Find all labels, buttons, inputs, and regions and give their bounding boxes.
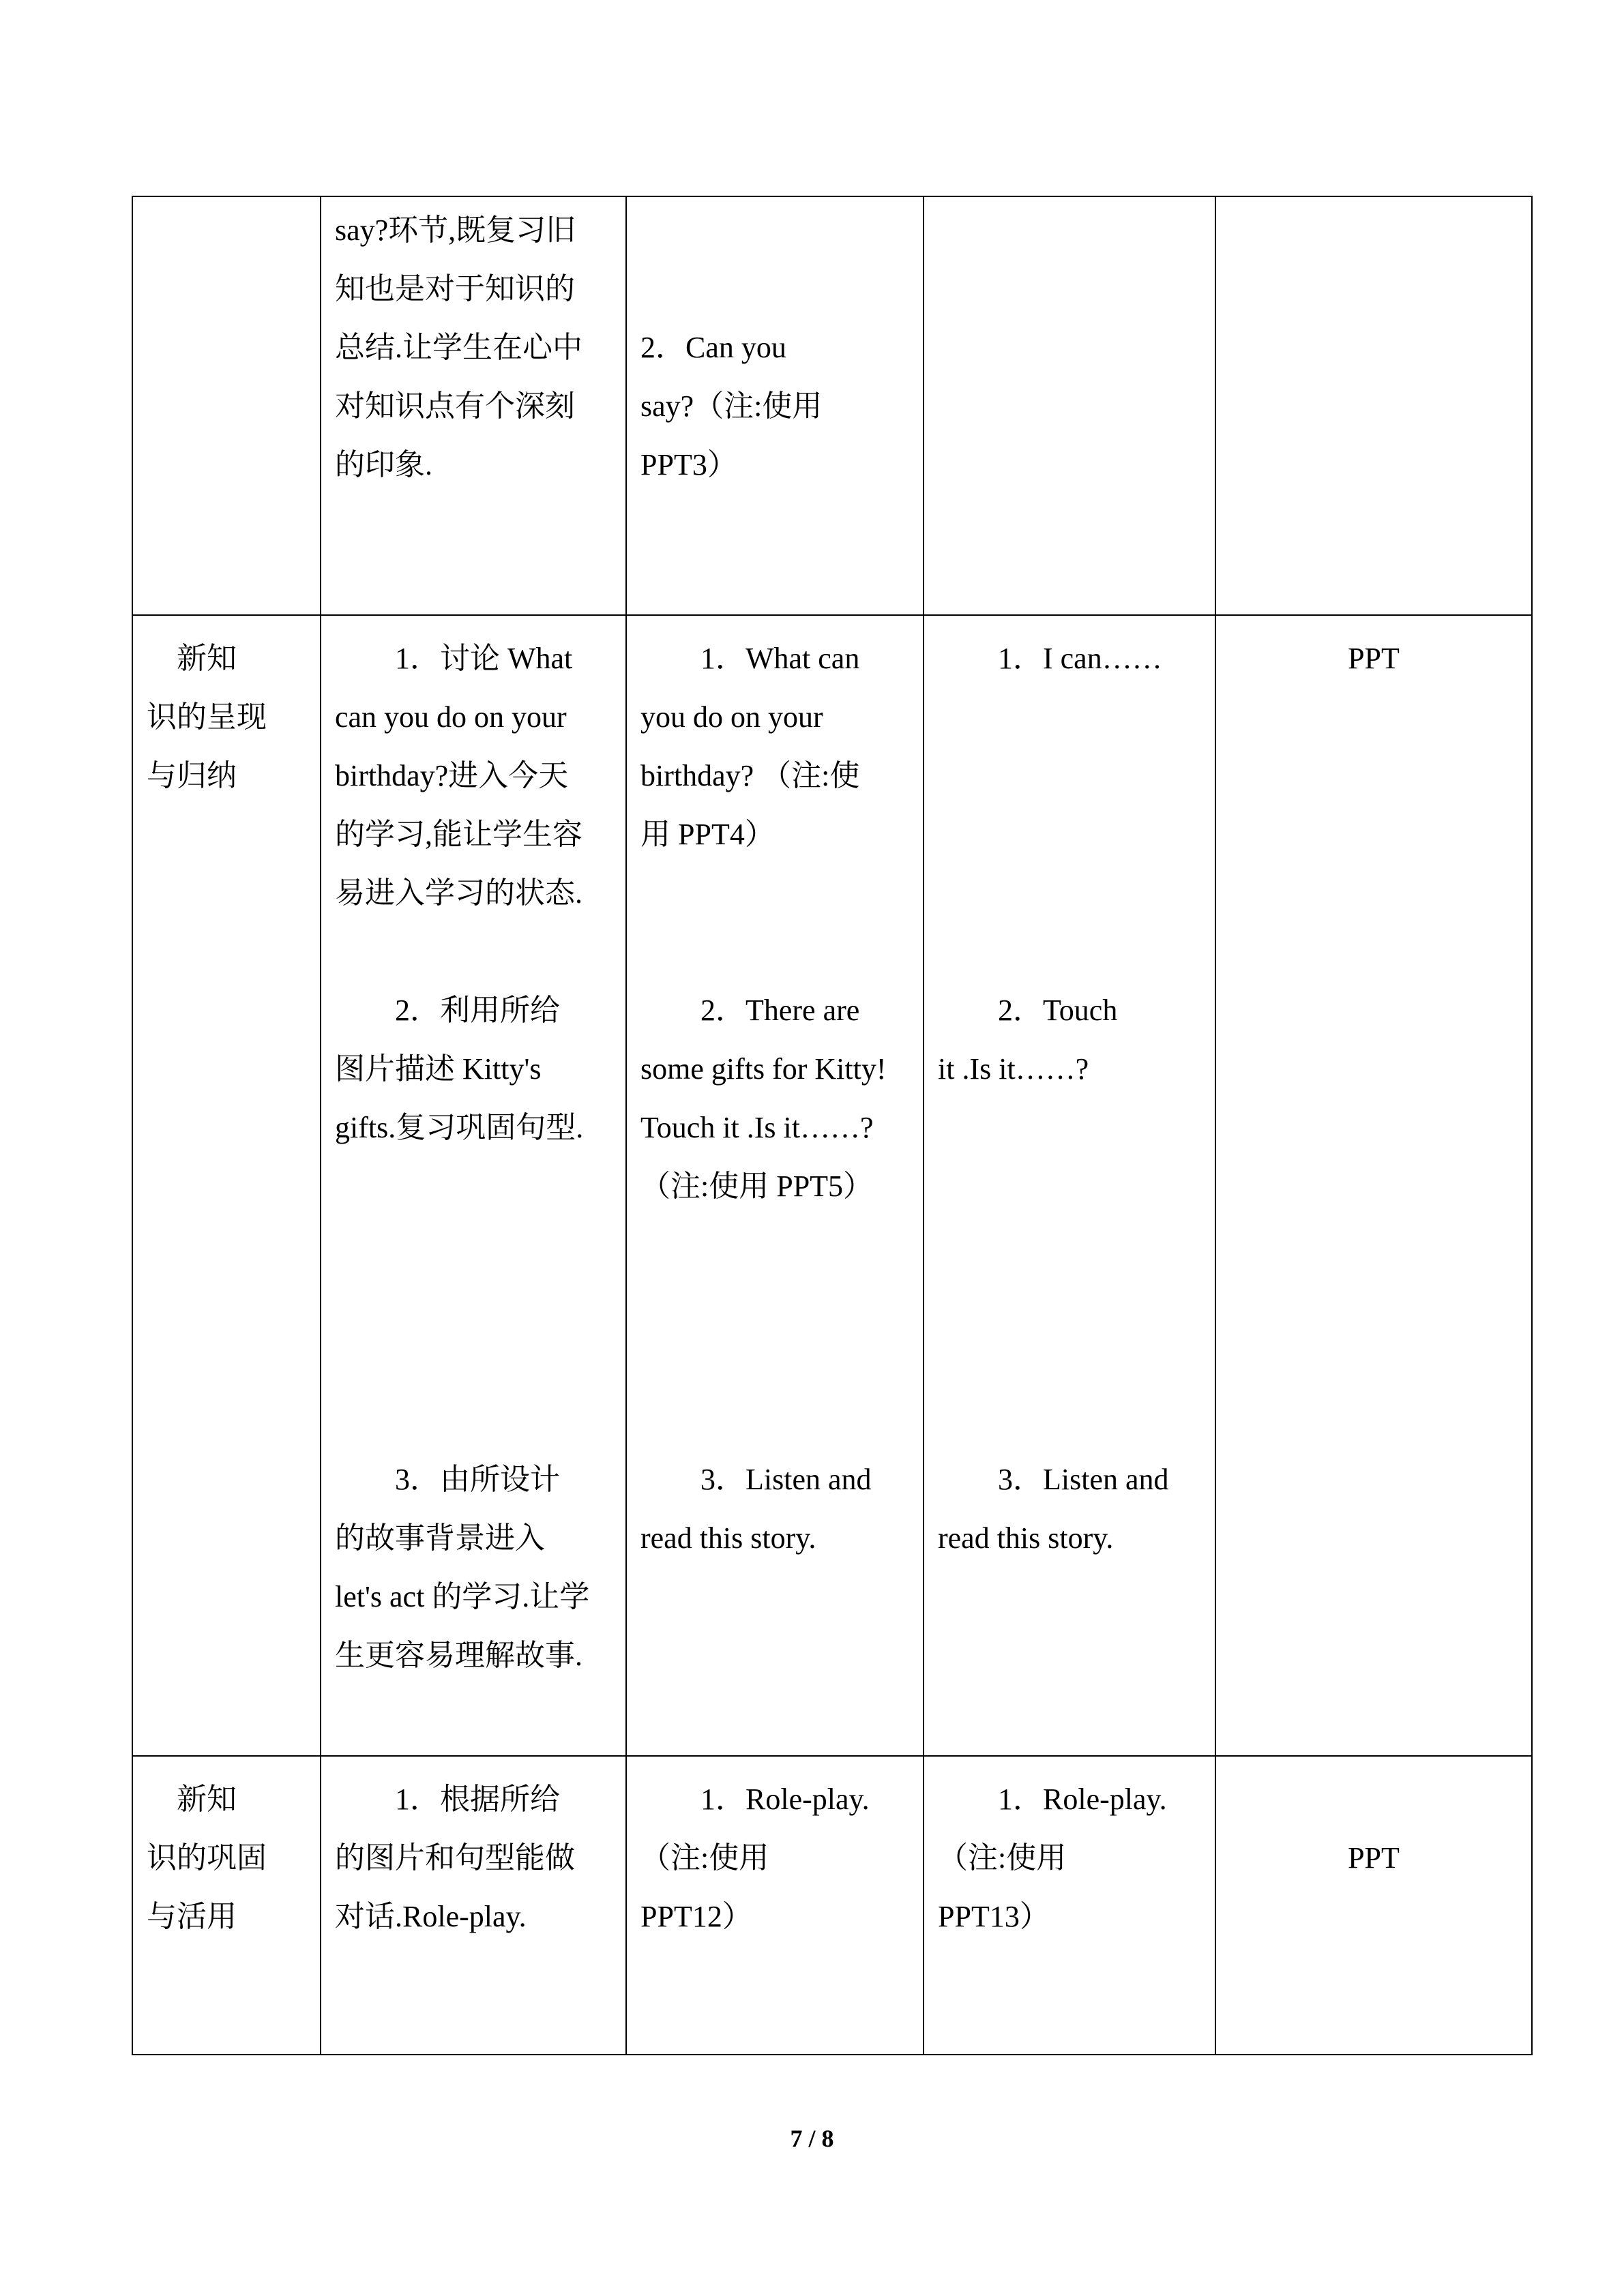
teacher-cell: [626, 196, 924, 615]
design-cell: [321, 615, 626, 1756]
media-cell: [1215, 1756, 1532, 2055]
student-activity-item: 1．Role-play. （注:使用 PPT13）: [938, 1783, 1167, 1933]
student-cell: [924, 615, 1215, 1756]
media-text: PPT: [1348, 1841, 1400, 1875]
teacher-activity-item: 1．What can you do on your birthday? （注:使 用 PPT4）: [640, 642, 860, 851]
stage-text: 新知 识的巩固 与活用: [147, 1783, 267, 1933]
student-activity-item: 3．Listen and read this story.: [938, 1463, 1169, 1555]
stage-cell: [132, 1756, 321, 2055]
student-cell: [924, 196, 1215, 615]
media-cell: [1215, 615, 1532, 1756]
design-item: 3．由所设计 的故事背景进入 let's act 的学习.让学 生更容易理解故事.: [335, 1463, 590, 1672]
teacher-activity-text: 2．Can you say?（注:使用 PPT3）: [640, 331, 823, 481]
teacher-cell: [626, 615, 924, 1756]
design-item: 2．利用所给 图片描述 Kitty's gifts.复习巩固句型.: [335, 994, 584, 1144]
design-text: say?环节,既复习旧 知也是对于知识的 总结.让学生在心中 对知识点有个深刻 的印象.: [335, 213, 582, 481]
table-row: [132, 1756, 1532, 2055]
table-row: [132, 615, 1532, 1756]
design-cell: [321, 196, 626, 615]
teacher-activity-item: 1．Role-play. （注:使用 PPT12）: [640, 1783, 870, 1933]
stage-cell: [132, 615, 321, 1756]
student-activity-item: 1．I can……: [938, 642, 1162, 675]
teacher-activity-item: 2．There are some gifts for Kitty! Touch it .Is it……? （注:使用 PPT5）: [640, 994, 887, 1203]
teacher-activity-item: 3．Listen and read this story.: [640, 1463, 872, 1555]
teacher-cell: [626, 1756, 924, 2055]
media-text: PPT: [1348, 642, 1400, 675]
student-activity-item: 2．Touch it .Is it……?: [938, 994, 1118, 1086]
stage-cell: [132, 196, 321, 615]
table-row: [132, 196, 1532, 615]
media-cell: [1215, 196, 1532, 615]
page-number: 7 / 8: [790, 2125, 834, 2152]
lesson-plan-table: [132, 196, 1533, 2055]
design-item: 1．讨论 What can you do on your birthday?进入今天 的学习,能让学生容 易进入学习的状态.: [335, 642, 582, 910]
stage-text: 新知 识的呈现 与归纳: [147, 642, 267, 792]
design-cell: [321, 1756, 626, 2055]
student-cell: [924, 1756, 1215, 2055]
design-item: 1．根据所给 的图片和句型能做 对话.Role-play.: [335, 1783, 575, 1933]
